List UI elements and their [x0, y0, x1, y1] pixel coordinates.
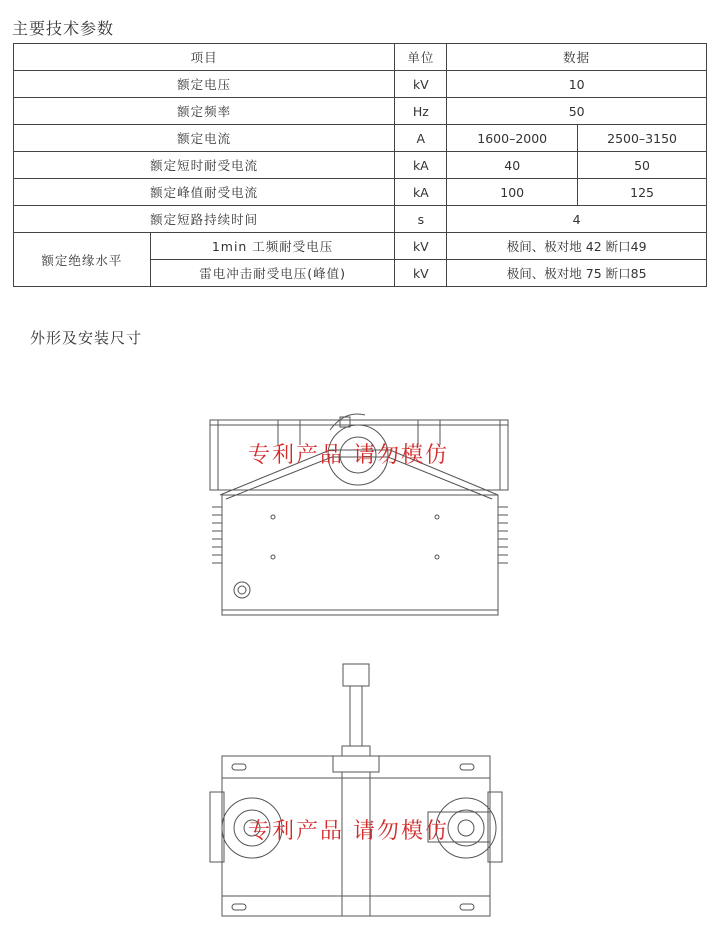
row-unit: kA [395, 152, 447, 179]
row-unit: kV [395, 260, 447, 287]
front-view-drawing [0, 395, 720, 630]
row-unit: Hz [395, 98, 447, 125]
row-unit: s [395, 206, 447, 233]
header-unit: 单位 [395, 44, 447, 71]
row-item: 额定短路持续时间 [14, 206, 395, 233]
row-value-1: 40 [447, 152, 578, 179]
parameters-table [13, 43, 707, 287]
table-row [14, 125, 707, 152]
row-unit: A [395, 125, 447, 152]
row-value-1: 100 [447, 179, 578, 206]
row-value-1: 1600–2000 [447, 125, 578, 152]
insulation-sub-label: 雷电冲击耐受电压(峰值) [150, 260, 395, 287]
section-title-dimensions: 外形及安装尺寸 [30, 329, 143, 347]
row-unit: kV [395, 233, 447, 260]
row-item: 额定短时耐受电流 [14, 152, 395, 179]
table-row [14, 71, 707, 98]
row-value: 极间、极对地 42 断口49 [447, 233, 707, 260]
watermark-bottom: 专利产品 请勿模仿 [248, 819, 449, 844]
row-item: 额定电流 [14, 125, 395, 152]
insulation-group-label: 额定绝缘水平 [14, 233, 151, 287]
row-value: 50 [447, 98, 707, 125]
row-unit: kA [395, 179, 447, 206]
table-row [14, 179, 707, 206]
table-row [14, 206, 707, 233]
row-value: 4 [447, 206, 707, 233]
table-row [14, 233, 707, 260]
insulation-sub-label: 1min 工频耐受电压 [150, 233, 395, 260]
table-row [14, 152, 707, 179]
row-item: 额定峰值耐受电流 [14, 179, 395, 206]
row-unit: kV [395, 71, 447, 98]
row-value-2: 50 [578, 152, 707, 179]
row-item: 额定频率 [14, 98, 395, 125]
watermark-top: 专利产品 请勿模仿 [248, 443, 449, 468]
row-value: 10 [447, 71, 707, 98]
header-item: 项目 [14, 44, 395, 71]
row-value-2: 125 [578, 179, 707, 206]
row-value: 极间、极对地 75 断口85 [447, 260, 707, 287]
table-header-row [14, 44, 707, 71]
table-row [14, 98, 707, 125]
row-value-2: 2500–3150 [578, 125, 707, 152]
top-view-drawing [0, 660, 720, 929]
header-data: 数据 [447, 44, 707, 71]
section-title-params: 主要技术参数 [12, 19, 115, 38]
row-item: 额定电压 [14, 71, 395, 98]
